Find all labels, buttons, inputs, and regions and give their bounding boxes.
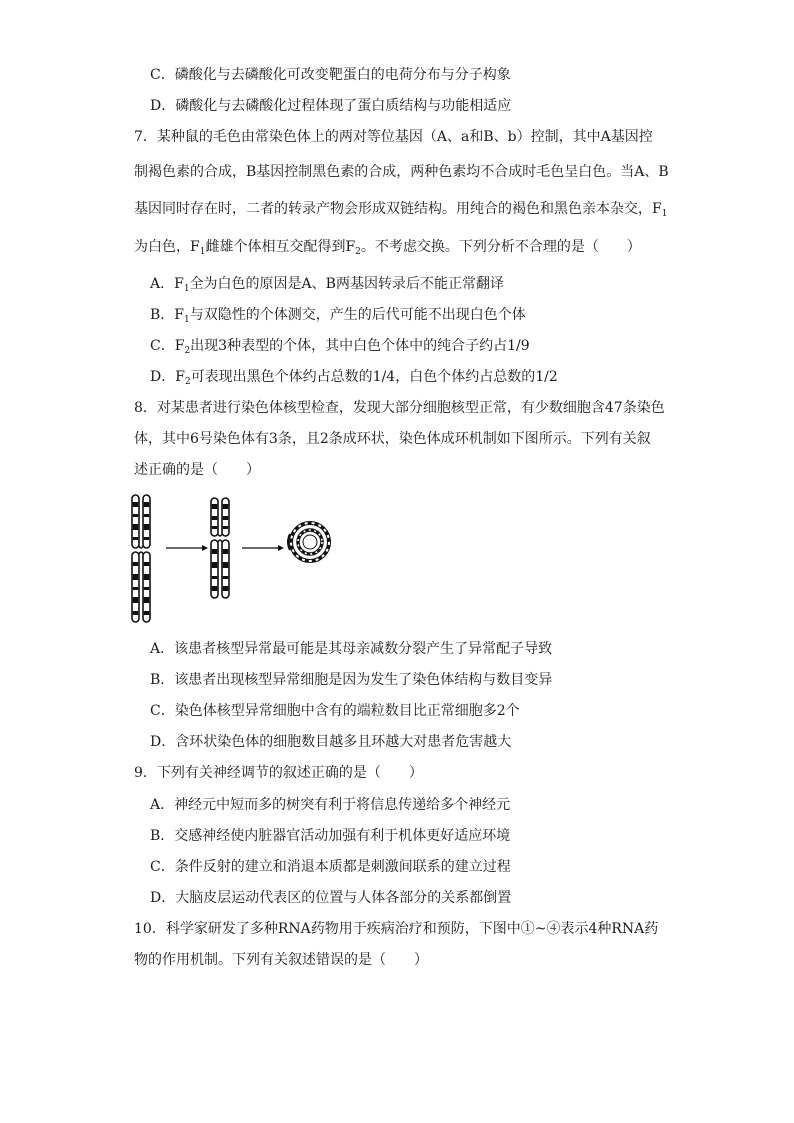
q9-option-a: A．神经元中短而多的树突有利于将信息传递给多个神经元 [150,797,511,813]
q7-stem-line-2: 制褐色素的合成，B基因控制黑色素的合成，两种色素均不合成时毛色呈白色。当A、B [134,164,669,180]
q9-option-c: C．条件反射的建立和消退本质都是刺激间联系的建立过程 [150,859,511,875]
chromosome-with-breaks-icon [132,495,150,622]
q6-option-d: D．磷酸化与去磷酸化过程体现了蛋白质结构与功能相适应 [150,98,512,114]
q8-stem-line-3: 述正确的是（ ） [134,462,260,478]
q10-stem-line-1: 10．科学家研发了多种RNA药物用于疾病治疗和预防，下图中①~④表示4种RNA药 [134,921,659,937]
q7-stem-line-3: 基因同时存在时，二者的转录产物会形成双链结构。用纯合的褐色和黑色亲本杂交，$F_1$ [134,201,668,219]
q7-stem-line-4: 为白色，$F_1$雌雄个体相互交配得到$F_2$。不考虑交换。下列分析不合理的是（ ） [134,239,641,257]
chromosome-ring-formation-figure [124,490,364,628]
q8-option-b: B．该患者出现核型异常细胞是因为发生了染色体结构与数目变异 [150,672,553,688]
q9-stem: 9．下列有关神经调节的叙述正确的是（ ） [134,765,423,781]
q8-option-a: A．该患者核型异常最可能是其母亲减数分裂产生了异常配子导致 [150,641,553,657]
q10-stem-line-2: 物的作用机制。下列有关叙述错误的是（ ） [134,952,428,968]
q8-stem-line-2: 体，其中6号染色体有3条，且2条成环状，染色体成环机制如下图所示。下列有关叙 [134,431,651,447]
q7-option-d: D．$F_2$可表现出黑色个体约占总数的1/4，白色个体约占总数的1/2 [150,369,558,387]
q7-option-c: C．$F_2$出现3种表型的个体，其中白色个体中的纯合子约占1/9 [150,338,530,356]
q8-stem-line-1: 8．对某患者进行染色体核型检查，发现大部分细胞核型正常，有少数细胞含47条染色 [134,400,665,416]
q9-option-b: B．交感神经使内脏器官活动加强有利于机体更好适应环境 [150,828,511,844]
q7-option-a: A．$F_1$全为白色的原因是A、B两基因转录后不能正常翻译 [150,276,504,294]
q6-option-c: C．磷酸化与去磷酸化可改变靶蛋白的电荷分布与分子构象 [150,67,511,83]
q8-option-d: D．含环状染色体的细胞数目越多且环越大对患者危害越大 [150,734,512,750]
shortened-chromosome-icon [211,498,229,598]
q7-stem-line-1: 7．某种鼠的毛色由常染色体上的两对等位基因（A、a和B、b）控制，其中A基因控 [134,129,653,145]
q9-option-d: D．大脑皮层运动代表区的位置与人体各部分的关系都倒置 [150,890,512,906]
q8-option-c: C．染色体核型异常细胞中含有的端粒数目比正常细胞多2个 [150,703,520,719]
q7-option-b: B．$F_1$与双隐性的个体测交，产生的后代可能不出现白色个体 [150,307,526,325]
ring-chromosome-icon [288,523,329,561]
